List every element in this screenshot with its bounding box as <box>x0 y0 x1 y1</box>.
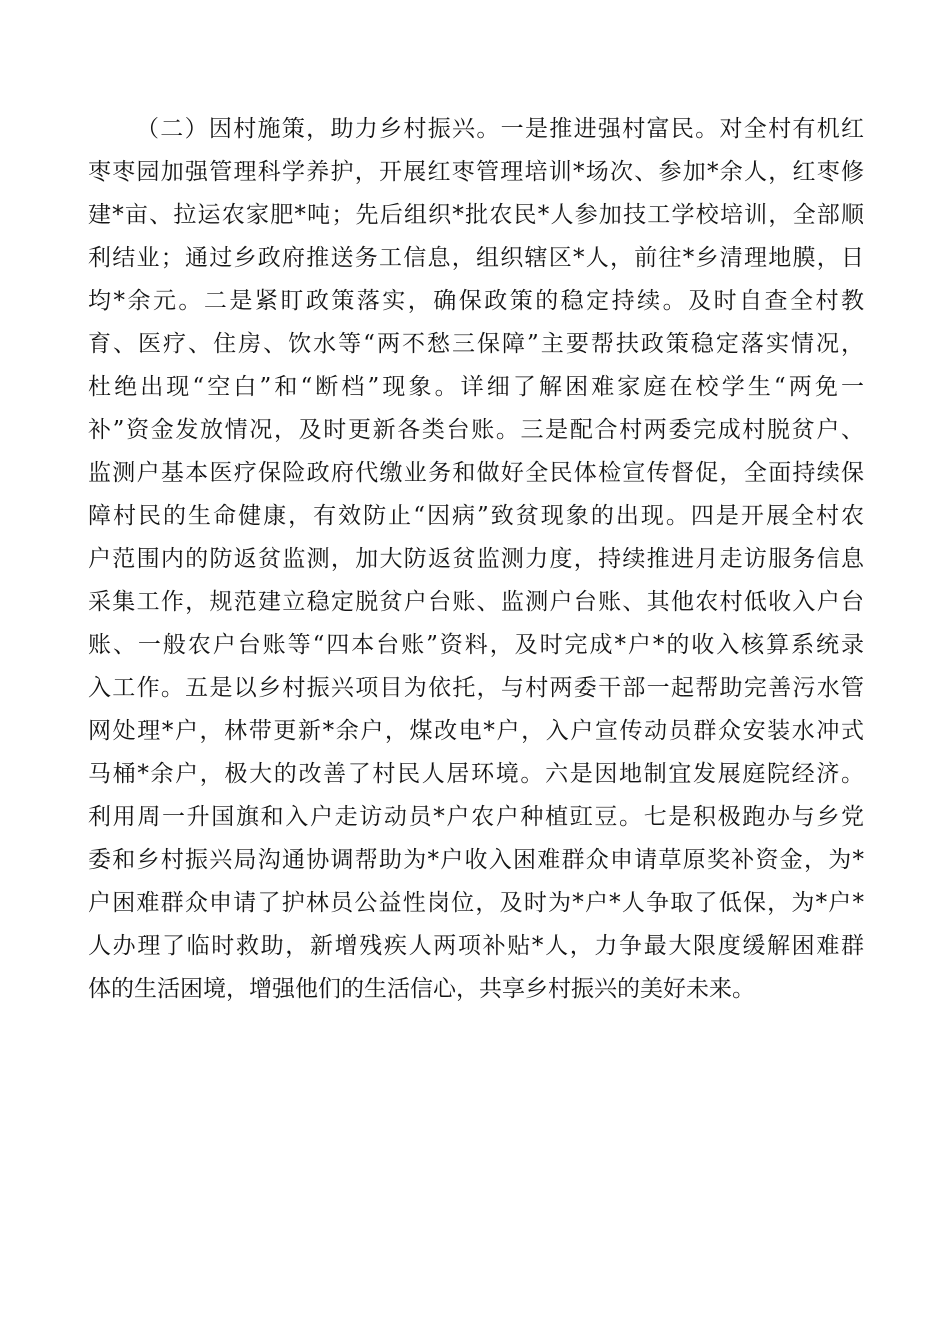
paragraph-line-21: 体的生活困境，增强他们的生活信心，共享乡村振兴的美好未来。 <box>88 976 755 1002</box>
paragraph-line-20: 人办理了临时救助，新增残疾人两项补贴*人，力争最大限度缓解困难群 <box>88 933 864 959</box>
paragraph-line-19: 户困难群众申请了护林员公益性岗位，及时为*户*人争取了低保，为*户* <box>88 890 864 916</box>
paragraph-line-12: 采集工作，规范建立稳定脱贫户台账、监测户台账、其他农村低收入户台 <box>88 589 864 615</box>
paragraph-line-14: 入工作。五是以乡村振兴项目为依托，与村两委干部一起帮助完善污水管 <box>88 675 864 701</box>
paragraph-line-1: （二）因村施策，助力乡村振兴。一是推进强村富民。对全村有机红 <box>136 116 864 142</box>
paragraph-line-8: 补”资金发放情况，及时更新各类台账。三是配合村两委完成村脱贫户、 <box>88 417 864 443</box>
paragraph-line-17: 利用周一升国旗和入户走访动员*户农户种植豇豆。七是积极跑办与乡党 <box>88 804 864 830</box>
paragraph-line-9: 监测户基本医疗保险政府代缴业务和做好全民体检宣传督促，全面持续保 <box>88 460 864 486</box>
paragraph-line-6: 育、医疗、住房、饮水等“两不愁三保障”主要帮扶政策稳定落实情况， <box>88 331 864 357</box>
body-paragraph <box>88 108 864 1011</box>
paragraph-line-7: 杜绝出现“空白”和“断档”现象。详细了解困难家庭在校学生“两免一 <box>88 374 864 400</box>
paragraph-line-16: 马桶*余户，极大的改善了村民人居环境。六是因地制宜发展庭院经济。 <box>88 761 864 787</box>
paragraph-line-11: 户范围内的防返贫监测，加大防返贫监测力度，持续推进月走访服务信息 <box>88 546 864 572</box>
paragraph-line-10: 障村民的生命健康，有效防止“因病”致贫现象的出现。四是开展全村农 <box>88 503 864 529</box>
paragraph-line-13: 账、一般农户台账等“四本台账”资料，及时完成*户*的收入核算系统录 <box>88 632 864 658</box>
paragraph-line-18: 委和乡村振兴局沟通协调帮助为*户收入困难群众申请草原奖补资金，为* <box>88 847 864 873</box>
paragraph-line-15: 网处理*户，林带更新*余户，煤改电*户，入户宣传动员群众安装水冲式 <box>88 718 864 744</box>
paragraph-line-5: 均*余元。二是紧盯政策落实，确保政策的稳定持续。及时自查全村教 <box>88 288 864 314</box>
paragraph-line-4: 利结业；通过乡政府推送务工信息，组织辖区*人，前往*乡清理地膜，日 <box>88 245 864 271</box>
paragraph-line-3: 建*亩、拉运农家肥*吨；先后组织*批农民*人参加技工学校培训，全部顺 <box>88 202 864 228</box>
paragraph-line-2: 枣枣园加强管理科学养护，开展红枣管理培训*场次、参加*余人，红枣修 <box>88 159 864 185</box>
